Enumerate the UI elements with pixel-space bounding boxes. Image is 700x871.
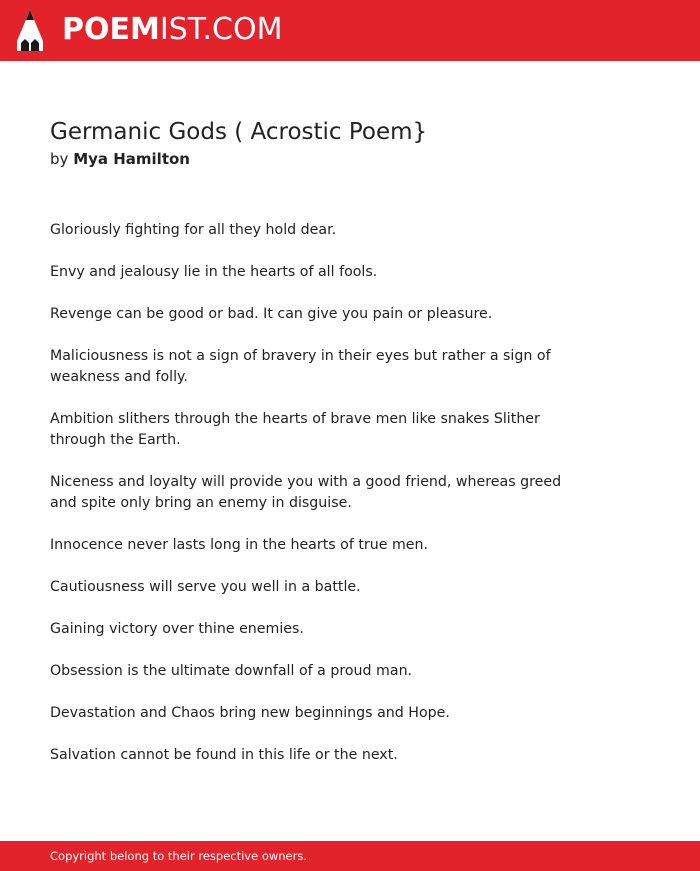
poem-line: Gaining victory over thine enemies. xyxy=(50,621,304,637)
poem-line: Revenge can be good or bad. It can give you pain or pleasure. xyxy=(50,306,493,322)
poem-line: Niceness and loyalty will provide you with a good friend, whereas greed and spite only bring an enemy in disguise. xyxy=(50,474,562,511)
poem-line: Salvation cannot be found in this life or the next. xyxy=(50,747,398,763)
poem-line: Devastation and Chaos bring new beginnings and Hope. xyxy=(50,705,450,721)
site-logo[interactable] xyxy=(62,12,282,48)
poem-line: Obsession is the ultimate downfall of a proud man. xyxy=(50,663,413,679)
logo-bold-text: POEM xyxy=(62,12,160,47)
site-header xyxy=(0,0,700,61)
by-label: by xyxy=(50,150,69,168)
poem-line: Cautiousness will serve you well in a battle. xyxy=(50,579,361,595)
poem-title: Germanic Gods ( Acrostic Poem} xyxy=(50,119,428,145)
poem-line: Gloriously fighting for all they hold dear. xyxy=(50,222,337,238)
poem-line: Envy and jealousy lie in the hearts of all fools. xyxy=(50,264,378,280)
pencil-logo-icon[interactable] xyxy=(17,10,43,51)
copyright-notice: Copyright belong to their respective owners. xyxy=(50,849,308,863)
poem-line: Ambition slithers through the hearts of brave men like snakes Slither through the Earth. xyxy=(50,411,540,448)
poem-line: Innocence never lasts long in the hearts of true men. xyxy=(50,537,429,553)
site-footer xyxy=(0,841,700,871)
poem-line: Maliciousness is not a sign of bravery in their eyes but rather a sign of weakness and folly. xyxy=(50,348,551,385)
byline xyxy=(50,149,190,169)
poem-body xyxy=(50,220,580,787)
author-name: Mya Hamilton xyxy=(73,150,190,168)
logo-light-text: IST.COM xyxy=(159,12,283,47)
